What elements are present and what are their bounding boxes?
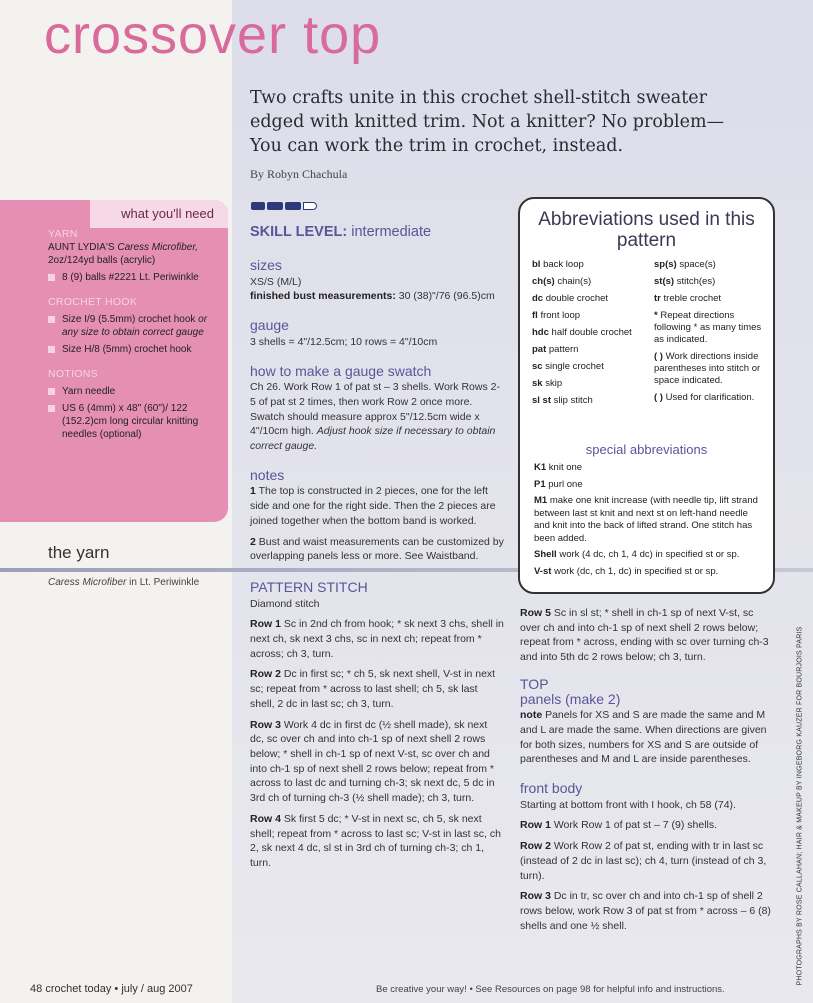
footer-left: 48 crochet today • july / aug 2007 <box>30 983 193 995</box>
abbreviation-entry: V-st work (dc, ch 1, dc) in specified st or sp. <box>534 565 719 577</box>
skill-level-indicator <box>251 202 323 212</box>
abbreviation-entry: sl st slip stitch <box>532 395 593 406</box>
abbreviation-entry: tr treble crochet <box>654 293 722 304</box>
skill-segment-empty <box>303 202 317 210</box>
hook-item-2: Size H/8 (5mm) crochet hook <box>0 343 220 356</box>
magazine-name: crochet today <box>45 983 112 995</box>
page-title: crossover top <box>44 5 382 65</box>
issue-date: july / aug 2007 <box>121 983 193 995</box>
front-row-1: Row 1 Work Row 1 of pat st – 7 (9) shells. <box>520 819 718 832</box>
skill-level <box>250 224 431 240</box>
front-body-heading: front body <box>520 780 583 797</box>
note-1: 1 The top is constructed in 2 pieces, one for the left side and one for the right side. Then the 2 pieces are joined together when the bottom band is worked. <box>250 485 496 527</box>
pattern-row-5: Row 5 Sc in sl st; * shell in ch-1 sp of next V-st, sc over ch and into ch-1 sp of next shell 2 rows below; repeat from * across, ending with sc over turning ch-3 and into 5th dc 2 rows below; ch 3, turn. <box>520 607 769 664</box>
gauge-heading: gauge <box>250 317 289 334</box>
yarn-brand: AUNT LYDIA'S <box>48 242 115 253</box>
front-row-2: Row 2 Work Row 2 of pat st, ending with tr in last sc (instead of 2 dc in last sc); ch 4, turn (instead of ch 3, turn). <box>520 840 767 882</box>
pattern-row-1: Row 1 Sc in 2nd ch from hook; * sk next 3 chs, shell in next ch, sk next 3 chs, sc in next ch; repeat from * across; ch 3, turn. <box>250 618 504 660</box>
note-2: 2 Bust and waist measurements can be customized by overlapping panels less or more. See Waistband. <box>250 535 504 563</box>
bust-measurements: finished bust measurements: 30 (38)"/76 (96.5)cm <box>250 290 495 303</box>
abbreviation-entry: bl back loop <box>532 259 584 270</box>
hook-item-1: Size I/9 (5.5mm) crochet hook or any size to obtain correct gauge <box>0 313 220 339</box>
abbreviations-box <box>518 197 775 594</box>
the-yarn-text: Caress Microfiber in Lt. Periwinkle <box>48 577 200 588</box>
abbreviation-entry: sk skip <box>532 378 563 389</box>
yarn-item: 8 (9) balls #2221 Lt. Periwinkle <box>0 271 220 284</box>
front-body-intro: Starting at bottom front with I hook, ch 58 (74). <box>520 798 736 811</box>
gauge-value: 3 shells = 4"/12.5cm; 10 rows = 4"/10cm <box>250 335 438 348</box>
special-abbreviations-list <box>534 462 764 582</box>
photo-credit: PHOTOGRAPHS BY ROSE CALLAHAN; HAIR & MAKEUP BY INGEBORG KAUZER FOR BOURJOIS PARIS <box>796 626 804 986</box>
the-yarn-heading: the yarn <box>48 543 110 562</box>
footer-right: Be creative your way! • See Resources on page 98 for helpful info and instructions. <box>376 984 725 995</box>
skill-value: intermediate <box>351 224 432 240</box>
left-column <box>250 258 504 877</box>
abbreviation-entry: K1 knit one <box>534 462 583 473</box>
abbreviation-entry: st(s) stitch(es) <box>654 276 716 287</box>
front-row-3: Row 3 Dc in tr, sc over ch and into ch-1 sp of shell 2 rows below, work Row 3 of pat st from * across – 6 (8) shells and one ½ shell. <box>520 890 771 932</box>
panels-note: note Panels for XS and S are made the same and M and L are made the same. When directions are given for both sizes, numbers for XS and S are outside of parentheses and M and L are inside parentheses. <box>520 709 767 766</box>
pattern-row-4: Row 4 Sk first 5 dc; * V-st in next sc, ch 5, sk next shell; repeat from * across to last sc; V-st in last sc, ch 2, sk next 4 dc, sl st in 3rd ch of turning ch-3; ch 1, turn. <box>250 812 501 869</box>
abbreviations-title: Abbreviations used in this pattern <box>538 209 755 251</box>
sizes-heading: sizes <box>250 257 282 273</box>
skill-segment <box>267 202 283 210</box>
abbreviation-entry: fl front loop <box>532 310 581 321</box>
notions-label: NOTIONS <box>48 368 98 380</box>
what-you-need-title: what you'll need <box>121 206 214 221</box>
skill-segment <box>285 202 301 210</box>
abbreviation-entry: ( ) Work directions inside parentheses into stitch or space indicated. <box>654 351 761 386</box>
swatch-text: Ch 26. Work Row 1 of pat st – 3 shells. Work Rows 2-5 of pat st 2 times, then work Row 2 once more. Swatch should measure approx 5"/12.5cm wide x 4"/10cm high. Adjust hook size if necessary to obtain correct gauge. <box>250 381 500 453</box>
right-column <box>520 606 774 939</box>
abbreviation-entry: P1 purl one <box>534 478 583 490</box>
abbreviation-entry: pat pattern <box>532 344 579 355</box>
abbreviation-entry: Shell work (4 dc, ch 1, 4 dc) in specified st or sp. <box>534 549 740 560</box>
abbreviation-entry: ch(s) chain(s) <box>532 276 592 287</box>
abbreviation-entry: sc single crochet <box>532 361 604 372</box>
notes-heading: notes <box>250 466 285 483</box>
swatch-heading: how to make a gauge swatch <box>250 362 432 379</box>
byline: By Robyn Chachula <box>250 167 348 181</box>
abbreviation-entry: dc double crochet <box>532 293 609 304</box>
skill-segment <box>251 202 265 210</box>
pattern-row-3: Row 3 Work 4 dc in first dc (½ shell made), sk next dc, sc over ch and into ch-1 sp of next shell 2 rows below; * shell in ch-1 sp of next V-st, sc over ch and into ch-1 sp of next shell 2 rows below; repeat from * across to last dc and turning ch-3; sk next dc, 5 dc in 3rd ch of turning ch-3 (½ shell made); ch 3, turn. <box>250 718 495 805</box>
yarn-label: YARN <box>48 228 78 240</box>
what-you-need-content <box>0 228 220 441</box>
abbreviation-entry: M1 make one knit increase (with needle tip, lift strand between last st knit and next st on left-hand needle and knit into the back of lifted strand. One stitch has been added. <box>534 495 758 544</box>
notion-item-1: Yarn needle <box>0 385 220 398</box>
pattern-heading: PATTERN STITCH <box>250 578 368 595</box>
intro-text: Two crafts unite in this crochet shell-stitch sweater edged with knitted trim. Not a knitter? No problem— You can work the trim in crochet, instead. <box>250 88 725 156</box>
panels-heading: panels (make 2) <box>520 690 621 707</box>
abbreviation-entry: sp(s) space(s) <box>654 259 716 270</box>
abbreviation-entry: ( ) Used for clarification. <box>654 392 755 403</box>
special-abbreviations-title: special abbreviations <box>585 442 708 457</box>
yarn-detail: 2oz/124yd balls (acrylic) <box>48 255 156 266</box>
top-heading: TOP <box>520 675 549 692</box>
yarn-name: Caress Microfiber, <box>117 242 198 253</box>
pattern-sub: Diamond stitch <box>250 597 320 610</box>
abbreviation-entry: * Repeat directions following * as many times as indicated. <box>654 310 762 345</box>
notion-item-2: US 6 (4mm) x 48" (60")/ 122 (152.2)cm long circular knitting needles (optional) <box>0 402 220 441</box>
abbreviation-entry: hdc half double crochet <box>532 327 632 338</box>
hook-label: CROCHET HOOK <box>48 296 138 308</box>
yarn-description <box>0 241 220 267</box>
skill-label: SKILL LEVEL: <box>250 224 348 240</box>
sizes-value: XS/S (M/L) <box>250 275 302 288</box>
page-number: 48 <box>30 983 43 995</box>
pattern-row-2: Row 2 Dc in first sc; * ch 5, sk next shell, V-st in next sc; repeat from * across to last shell; ch 5, sk last shell, 2 dc in last sc; ch 3, turn. <box>250 668 496 710</box>
